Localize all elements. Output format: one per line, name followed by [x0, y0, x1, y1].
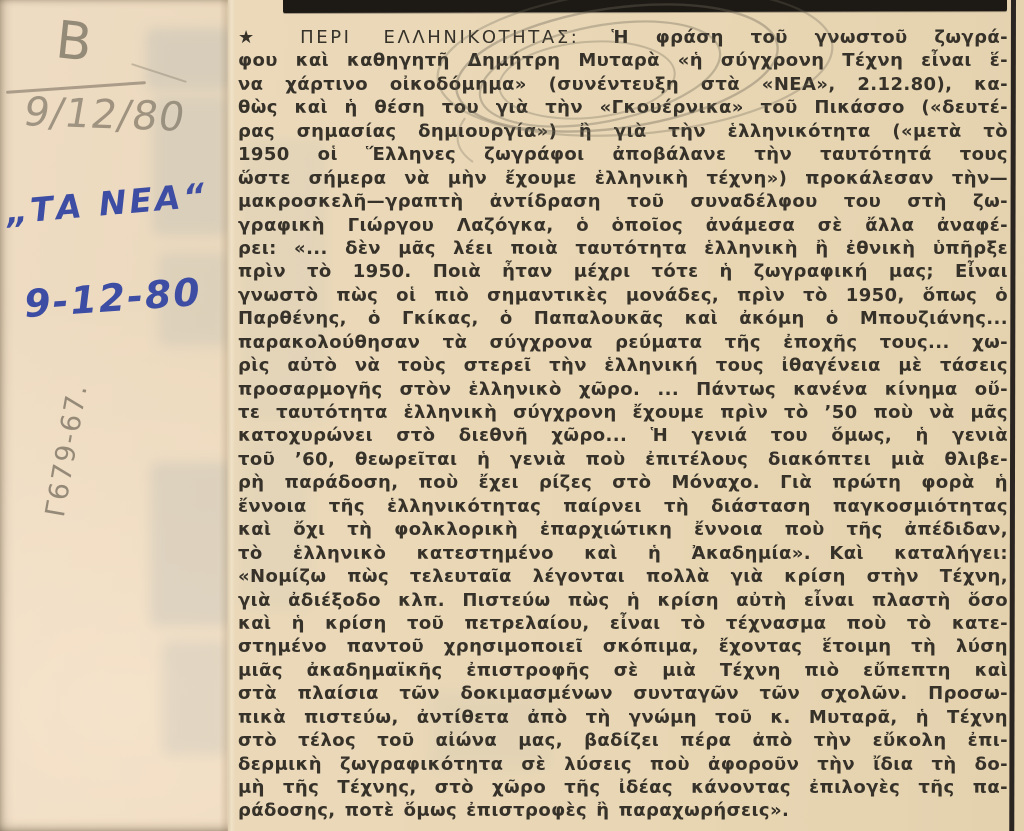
annotation-pencil-letter: Β: [52, 10, 95, 74]
article-line: ρει: «... δὲν μᾶς λέει ποιὰ ταυτότητα ἑλληνικὴ ἢ ἐθνικὴ ὑπῆρξε: [238, 237, 1008, 259]
article-line: πικὰ πιστεύω, ἀντίθετα ἀπὸ τὴ γνώμη τοῦ κ. Μυταρᾶ, ἡ Τέχνη: [238, 706, 1008, 728]
article-line: ρας σημασίας δημιουργία») ἢ γιὰ τὴν ἑλληνικότητα («μετὰ τὸ: [238, 120, 1008, 142]
article-line: προσαρμογῆς στὸν ἑλληνικὸ χῶρο. ... Πάντως κανένα κίνημα οὔ-: [238, 378, 1008, 400]
star-icon: ★: [238, 27, 301, 48]
article-line: Παρθένης, ὁ Γκίκας, ὁ Παπαλουκᾶς καὶ ἀκόμη ὁ Μπουζιάνης...: [238, 308, 1008, 330]
article-line: καὶ ὄχι τὴ φολκλορικὴ ἐπαρχιώτικη ἔννοια ποὺ τῆς ἀπέδιδαν,: [238, 519, 1008, 541]
article-line: ρὴ παράδοση, ποὺ ἔχει ρίζες στὸ Μόναχο. Γιὰ πρώτη φορὰ ἡ: [238, 472, 1008, 494]
article-line: να χάρτινο οἰκοδόμημα» (συνέντευξη στὰ «ΝΕΑ», 2.12.80), κα-: [238, 73, 1008, 95]
article-line: γνωστὸ πὼς οἱ πιὸ σημαντικὲς μονάδες, πρὶν τὸ 1950, ὅπως ὁ: [238, 284, 1008, 306]
annotation-archive-code: Γ679-67.: [40, 380, 95, 520]
article-line: κατοχυρώνει στὸ διεθνῆ χῶρο... Ἡ γενιά του ὅμως, ἡ γενιὰ: [238, 425, 1008, 447]
pencil-scribble: [395, 0, 835, 190]
article-line: «Νομίζω πὼς τελευταῖα λέγονται πολλὰ γιὰ κρίση στὴν Τέχνη,: [238, 566, 1008, 588]
article-line-text: Ἡ φράση τοῦ γνωστοῦ ζωγρά-: [611, 27, 1009, 48]
article-line: ἔννοια τῆς ἑλληνικότητας παίρνει τὴ διάσταση παγκοσμιότητας: [238, 495, 1008, 517]
article-line: στημένο παντοῦ χρησιμοποιεῖ σκόπιμα, ἔχοντας ἕτοιμη τὴ λύση: [238, 636, 1008, 658]
article-line: πρὶν τὸ 1950. Ποιὰ ἦταν μέχρι τότε ἡ ζωγραφική μας; Εἶναι: [238, 261, 1008, 283]
article-line: θὼς καὶ ἡ θέση του γιὰ τὴν «Γκουέρνικα» τοῦ Πικάσσο («δευτέ-: [238, 97, 1008, 119]
article-line: μακροσκελῆ—γραπτὴ ἀντίδραση τοῦ συναδέλφου του στὴ ζω-: [238, 191, 1008, 213]
article-line: γραφικὴ Γιώργου Λαζόγκα, ὁ ὁποῖος ἀνάμεσα σὲ ἄλλα ἀναφέ-: [238, 214, 1008, 236]
article-line: τε ταυτότητα ἑλληνικὴ σύγχρονη ἔχουμε πρὶν τὸ ’50 ποὺ νὰ μᾶς: [238, 402, 1008, 423]
article-line: στὸ τέλος τοῦ αἰώνα μας, βαδίζει πέρα ἀπὸ τὴν εὔκολη ἐπι-: [238, 730, 1008, 752]
clipping-left-edge-shadow: [219, 0, 235, 831]
article-line: μὴ τῆς Τέχνης, στὸ χῶρο τῆς ἰδέας κάνοντας ἐπιλογὲς τῆς πα-: [238, 777, 1008, 798]
article-line: ὥστε σήμερα νὰ μὴν ἔχουμε ἑλληνικὴ τέχνη») προκάλεσαν τὴν—: [238, 167, 1008, 189]
article-line: παρακολούθησαν τὰ σύγχρονα ρεύματα τῆς ἐποχῆς τους... χω-: [238, 331, 1008, 353]
annotation-ink-date: 9-12-80: [22, 269, 204, 327]
article-line: δερμικὴ ζωγραφικότητα σὲ λύσεις ποὺ ἀφοροῦν τὴν ἴδια τὴ δο-: [238, 753, 1008, 775]
article-line: τοῦ ’60, θεωρεῖται ἡ γενιὰ ποὺ ἐπιτέλους διακόπτει μιὰ θλιβε-: [238, 448, 1008, 470]
article-line: καὶ ἡ κρίση τοῦ πετρελαίου, εἶναι τὸ τέχνασμα ποὺ τὸ κατε-: [238, 612, 1008, 634]
article-line: φου καὶ καθηγητῆ Δημήτρη Μυταρὰ «ἡ σύγχρονη Τέχνη εἶναι ἕ-: [238, 50, 1008, 72]
annotation-pencil-date: 9/12/80: [20, 89, 190, 141]
article-line: τὸ ἑλληνικὸ κατεστημένο καὶ ἡ Ἀκαδημία». Καὶ καταλήγει:: [238, 542, 1008, 564]
article-line: γιὰ ἀδιέξοδο κλπ. Πιστεύω πὼς ἡ κρίση αὐτὴ εἶναι πλαστὴ ὅσο: [238, 589, 1008, 611]
article-line: μιᾶς ἀκαδημαϊκῆς ἐπιστροφῆς σὲ μιὰ Τέχνη πιὸ εὔπεπτη καὶ: [238, 659, 1008, 681]
article-line: 1950 οἱ Ἕλληνες ζωγράφοι ἀποβάλανε τὴν ταυτότητά τους: [238, 144, 1008, 166]
annotation-source-title: „ΤΑ ΝΕΑ“: [4, 175, 210, 232]
article-line: ρὶς αὐτὸ νὰ τοὺς στερεῖ τὴν ἑλληνική τους ἰθαγένεια μὲ τάσεις: [238, 355, 1008, 377]
article-line: ράδοσης, ποτὲ ὅμως ἐπιστροφὲς ἢ παραχωρήσεις».: [238, 800, 790, 822]
article-title: ΠΕΡΙ ΕΛΛΗΝΙΚΟΤΗΤΑΣ:: [300, 27, 612, 48]
article-line: στὰ πλαίσια τῶν δοκιμασμένων συνταγῶν τῶν σχολῶν. Προσω-: [238, 683, 1008, 705]
